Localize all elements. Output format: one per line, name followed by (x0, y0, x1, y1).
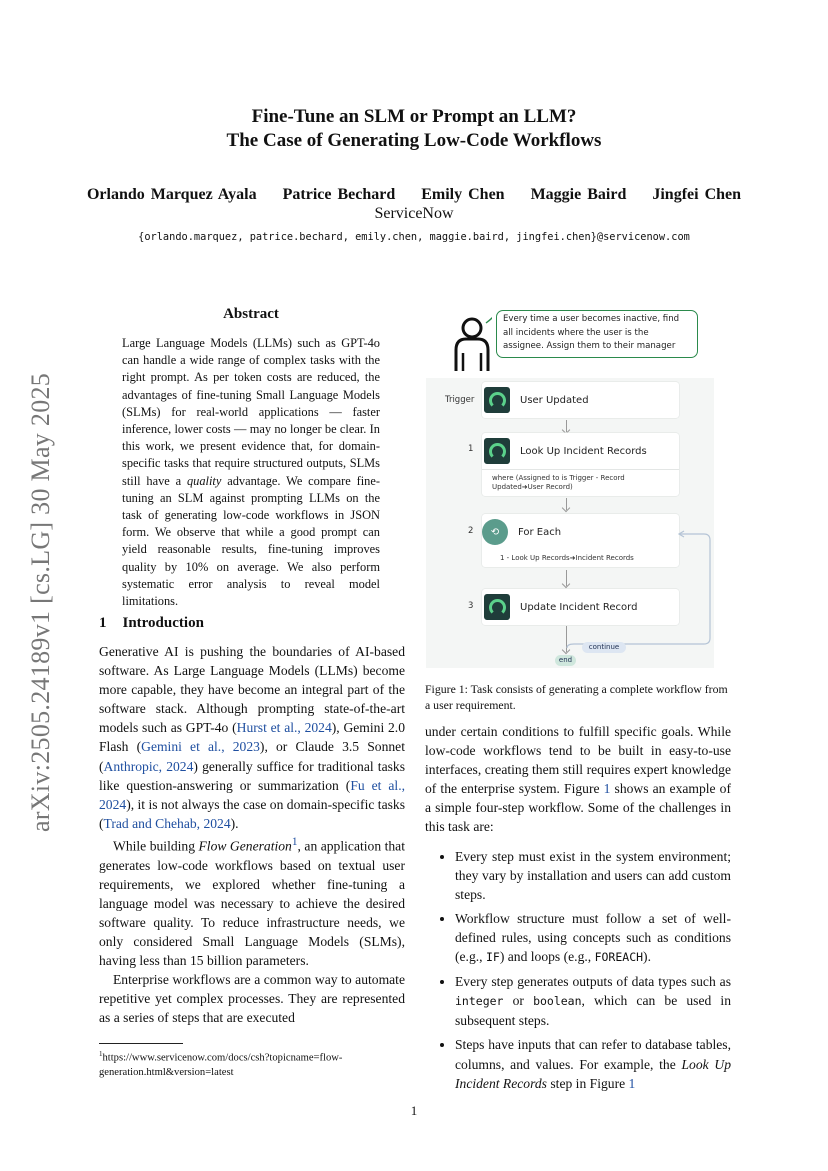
user-icon (452, 317, 492, 373)
step-label: For Each (518, 526, 562, 538)
flow-arrow (566, 498, 567, 510)
section-number: 1 (99, 615, 107, 631)
figure-ref-link[interactable]: 1 (603, 781, 611, 797)
loop-connector (560, 530, 715, 655)
figure-caption: Figure 1: Task consists of generating a complete workflow from a user requirement. (425, 682, 728, 712)
trigger-label: Trigger (445, 395, 475, 405)
affiliation: ServiceNow (374, 205, 454, 222)
arxiv-id: arXiv:2505.24189v1 [cs.LG] 30 May 2025 (26, 372, 55, 832)
step-label: Look Up Incident Records (520, 445, 647, 457)
footnote-rule (99, 1043, 183, 1044)
section-title: Introduction (122, 615, 204, 631)
author-name: Orlando Marquez Ayala (86, 186, 257, 203)
flow-arrow (566, 420, 567, 432)
intro-left-column (99, 642, 405, 1027)
servicenow-logo-icon (484, 387, 510, 413)
list-item: • Workflow structure must follow a set of well-defined rules, using concepts such as conditions (e.g., IF) and loops (e.g., FOREACH). (455, 909, 731, 967)
step-card-look-up (482, 433, 679, 496)
trigger-step-card (482, 382, 679, 418)
step-label: User Updated (520, 394, 589, 406)
paragraph: Generative AI is pushing the boundaries of AI-based software. As Large Language Models (LLMs) become more capable, they have become an integral part of the software stack. Although prompting state-of-the-art models such as GPT-4o (Hurst et al., 2024), Gemini 2.0 Flash (Gemini et al., 2023), or Claude 3.5 Sonnet (Anthropic, 2024) generally suffice for traditional tasks like question-answering or summarization (Fu et al., 2024), it is not always the case on domain-specific tasks (Trad and Chehab, 2024). (99, 644, 405, 831)
citation-link[interactable]: Anthropic, 2024 (103, 758, 194, 774)
list-item: • Steps have inputs that can refer to database tables, columns, and values. For example, the Look Up Incident Records step in Figure 1 (455, 1035, 731, 1092)
paragraph: While building Flow Generation$^1$, an application that generates low-code workflows based on textual user requirements, we explored whether fine-tuning a language model was necessary to achieve the desired software quality. To reduce infrastructure needs, we only considered Small Language Models (SLMs), having less than 15 billion parameters. (99, 835, 405, 969)
citation-link[interactable]: Gemini et al., 2023 (141, 739, 260, 755)
challenge-list (425, 847, 731, 1093)
section-heading (99, 615, 204, 632)
list-item: • Every step must exist in the system environment; they vary by installation and users can add custom steps. (455, 847, 731, 904)
paper-title (0, 105, 828, 153)
step-number: 2 (468, 526, 474, 536)
user-requirement-bubble: Every time a user becomes inactive, find all incidents where the user is the assignee. Assign them to their manager (496, 310, 698, 358)
paragraph: Enterprise workflows are a common way to automate repetitive yet complex processes. They are represented as a series of steps that are executed (99, 972, 405, 1026)
author-name: Jingfei Chen (652, 186, 742, 203)
step-detail: where (Assigned to is Trigger - Record Updated➜User Record) (482, 469, 679, 496)
paragraph: under certain conditions to fulfill specific goals. While low-code workflows tend to be built in easy-to-use interfaces, creating them still requires expert knowledge of the enterprise system. Figure 1 shows an example of a simple four-step workflow. Some of the challenges in this task are: (425, 724, 731, 835)
end-badge: end (555, 655, 576, 666)
servicenow-logo-icon (484, 438, 510, 464)
title-line-1: Fine-Tune an SLM or Prompt an LLM? (251, 106, 577, 127)
continue-badge: continue (582, 642, 626, 653)
author-name: Emily Chen (421, 186, 505, 203)
citation-link[interactable]: Hurst et al., 2024 (236, 720, 332, 736)
intro-right-column (425, 722, 731, 1098)
page-number: 1 (410, 1103, 418, 1118)
footnote: $^1$https://www.servicenow.com/docs/csh?topicname=flow-generation.html&version=latest (99, 1050, 343, 1078)
citation-link[interactable]: Trad and Chehab, 2024 (103, 815, 231, 831)
author-name: Maggie Baird (530, 186, 627, 203)
author-emails: {orlando.marquez, patrice.bechard, emily.chen, maggie.baird, jingfei.chen}@servicenow.com (138, 231, 690, 243)
footnote-link[interactable]: 1 (291, 835, 298, 848)
figure-ref-link[interactable]: 1 (628, 1075, 636, 1091)
abstract-heading: Abstract (223, 306, 279, 322)
arxiv-sidebar (16, 340, 66, 840)
citation-link[interactable]: Fu et al., 2024 (99, 777, 405, 812)
servicenow-logo-icon (484, 594, 510, 620)
step-number: 1 (468, 444, 474, 454)
author-name: Patrice Bechard (282, 186, 396, 203)
footnote-url[interactable]: https://www.servicenow.com/docs/csh?topicname=flow-generation.html&version=latest (99, 1052, 343, 1078)
author-list (0, 185, 828, 205)
loop-icon: ⟲ (482, 519, 508, 545)
abstract-text: Large Language Models (LLMs) such as GPT-4o can handle a wide range of complex tasks with the right prompt. As per token costs are reduced, the advantages of fine-tuning Small Language Models (SLMs) for real-world applications — faster inference, lower costs — may no longer be clear. In this work, we present evidence that, for domain-specific tasks that require structured outputs, SLMs still have a quality advantage. We compare fine-tuning an SLM against prompting LLMs on the task of generating low-code workflows in JSON form. We observe that while a good prompt can yield reasonable results, fine-tuning improves quality by 10% on average. We also perform systematic error analysis to reveal model limitations. (122, 336, 380, 609)
step-label: Update Incident Record (520, 601, 638, 613)
title-line-2: The Case of Generating Low-Code Workflows (226, 130, 602, 151)
step-number: 3 (468, 601, 474, 611)
step-detail: 1 - Look Up Records➜Incident Records (500, 554, 634, 562)
list-item: • Every step generates outputs of data types such as integer or boolean, which can be used in subsequent steps. (455, 972, 731, 1030)
